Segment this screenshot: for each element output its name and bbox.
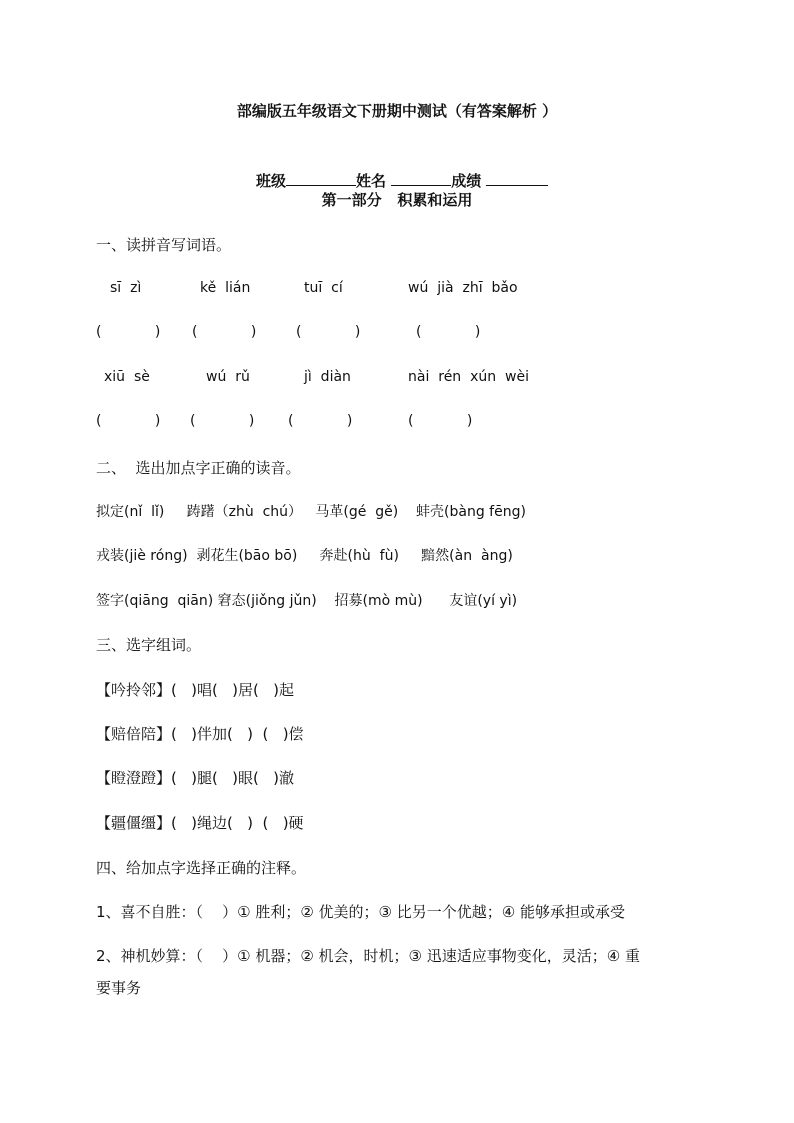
word-group-line-4: 【疆僵缰】( )绳边( ) ( )硬: [96, 814, 304, 832]
pronunciation-line-2: 戎装(jiè róng) 剥花生(bāo bō) 奔赴(hù fù) 黯然(àn àng): [96, 548, 513, 564]
q4-heading: 四、给加点字选择正确的注释。: [96, 859, 307, 877]
annotation-item-2-continued: 要事务: [96, 979, 142, 997]
pronunciation-line-3: 签字(qiāng qiān) 窘态(jiǒng jǔn) 招募(mò mù) 友谊(yí yì): [96, 593, 518, 609]
pinyin-item: wú rǔ: [206, 369, 250, 385]
answer-bracket[interactable]: ( ): [190, 413, 255, 429]
name-blank[interactable]: [391, 169, 451, 186]
answer-bracket[interactable]: ( ): [416, 324, 481, 340]
answer-bracket[interactable]: ( ): [408, 413, 473, 429]
score-label: 成绩: [451, 172, 482, 190]
answer-bracket[interactable]: ( ): [288, 413, 353, 429]
pinyin-item: xiū sè: [104, 369, 150, 385]
class-label: 班级: [255, 172, 286, 190]
pinyin-item: kě lián: [200, 280, 251, 296]
score-blank[interactable]: [486, 169, 548, 186]
student-info-row: [0, 147, 794, 192]
pinyin-item: sī zì: [110, 280, 142, 296]
pinyin-item: tuī cí: [304, 280, 343, 296]
name-label: 姓名: [355, 172, 386, 190]
class-blank[interactable]: [286, 169, 356, 186]
answer-bracket[interactable]: ( ): [96, 324, 161, 340]
answer-bracket[interactable]: ( ): [96, 413, 161, 429]
part-one-heading: 第一部分 积累和运用: [321, 191, 473, 209]
word-group-line-1: 【吟拎邻】( )唱( )居( )起: [96, 681, 295, 699]
pinyin-item: jì diàn: [304, 369, 351, 385]
annotation-item-2: 2、神机妙算：（ ）① 机器；② 机会，时机；③ 迅速适应事物变化，灵活；④ 重: [96, 947, 640, 965]
annotation-item-1: 1、喜不自胜：（ ）① 胜利；② 优美的；③ 比另一个优越；④ 能够承担或承受: [96, 903, 625, 921]
pinyin-item: nài rén xún wèi: [408, 369, 529, 385]
q3-heading: 三、选字组词。: [96, 636, 202, 654]
word-group-line-3: 【瞪澄蹬】( )腿( )眼( )澈: [96, 769, 295, 787]
q1-heading: 一、读拼音写词语。: [96, 236, 232, 254]
pronunciation-line-1: 拟定(nǐ lǐ) 踌躇（zhù chú） 马革(gé gě) 蚌壳(bàng fēng): [96, 504, 526, 520]
pinyin-item: wú jià zhī bǎo: [408, 280, 518, 296]
q2-heading: 二、 选出加点字正确的读音。: [96, 459, 301, 477]
answer-bracket[interactable]: ( ): [192, 324, 257, 340]
word-group-line-2: 【赔倍陪】( )伴加( ) ( )偿: [96, 725, 304, 743]
document-title: 部编版五年级语文下册期中测试（有答案解析 ）: [236, 102, 558, 120]
answer-bracket[interactable]: ( ): [296, 324, 361, 340]
